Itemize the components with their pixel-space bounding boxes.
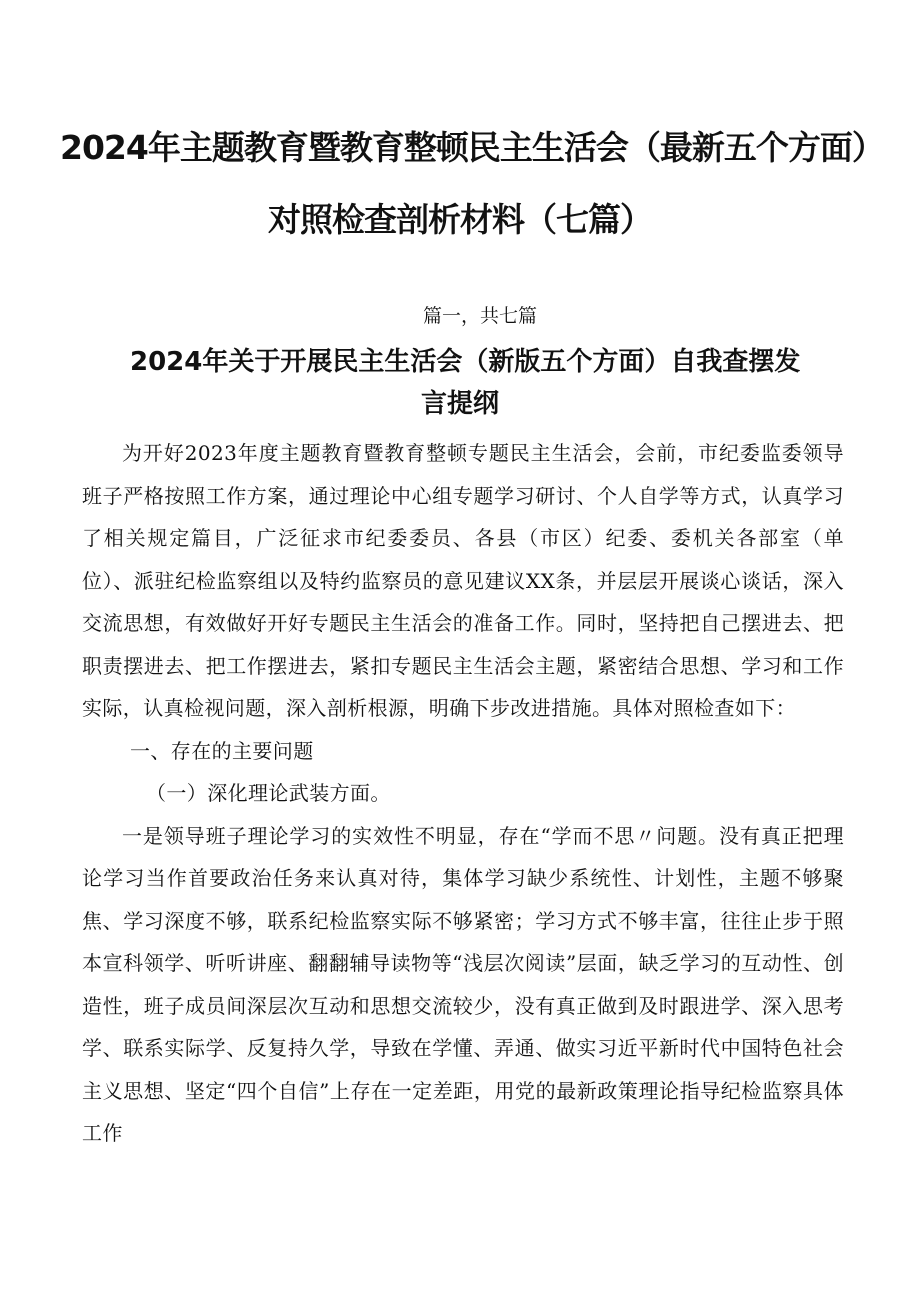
document-title-line-1: 2024年主题教育暨教育整顿民主生活会（最新五个方面） (60, 128, 884, 167)
document-title-line-2: 对照检查剖析材料（七篇） (268, 200, 652, 239)
document-body (82, 432, 844, 1155)
heading-main-problems: 一、存在的主要问题 (130, 738, 314, 763)
intro-paragraph: 为开好2023年度主题教育暨教育整顿专题民主生活会，会前，市纪委监委领导班子严格按照工作方案，通过理论中心组专题学习研讨、个人自学等方式，认真学习了相关规定篇目，广泛征求市纪委委员、各县（市区）纪委、委机关各部室（单位）、派驻纪检监察组以及特约监察员的意见建议XX条，并层层开展谈心谈话，深入交流思想，有效做好开好专题民主生活会的准备工作。同时，坚持把自己摆进去、把职责摆进去、把工作摆进去，紧扣专题民主生活会主题，紧密结合思想、学习和工作实际，认真检视问题，深入剖析根源，明确下步改进措施。具体对照检查如下： (82, 441, 844, 720)
heading-theory-armament: （一）深化理论武装方面。 (146, 781, 391, 805)
point-one-paragraph: 一是领导班子理论学习的实效性不明显，存在“学而不思〃问题。没有真正把理论学习当作首要政治任务来认真对待，集体学习缺少系统性、计划性，主题不够聚焦、学习深度不够，联系纪检监察实际不够紧密；学习方式不够丰富，往往止步于照本宣科领学、听听讲座、翻翻辅导读物等“浅层次阅读”层面，缺乏学习的互动性、创造性，班子成员间深层次互动和思想交流较少，没有真正做到及时跟进学、深入思考学、联系实际学、反复持久学，导致在学懂、弄通、做实习近平新时代中国特色社会主义思想、坚定“四个自信”上存在一定差距，用党的最新政策理论指导纪检监察具体工作 (82, 823, 844, 1145)
section-label: 篇一，共七篇 (422, 305, 537, 327)
section-title-line-1: 2024年关于开展民主生活会（新版五个方面）自我查摆发 (130, 347, 801, 377)
section-title-line-2: 言提纲 (420, 389, 499, 419)
